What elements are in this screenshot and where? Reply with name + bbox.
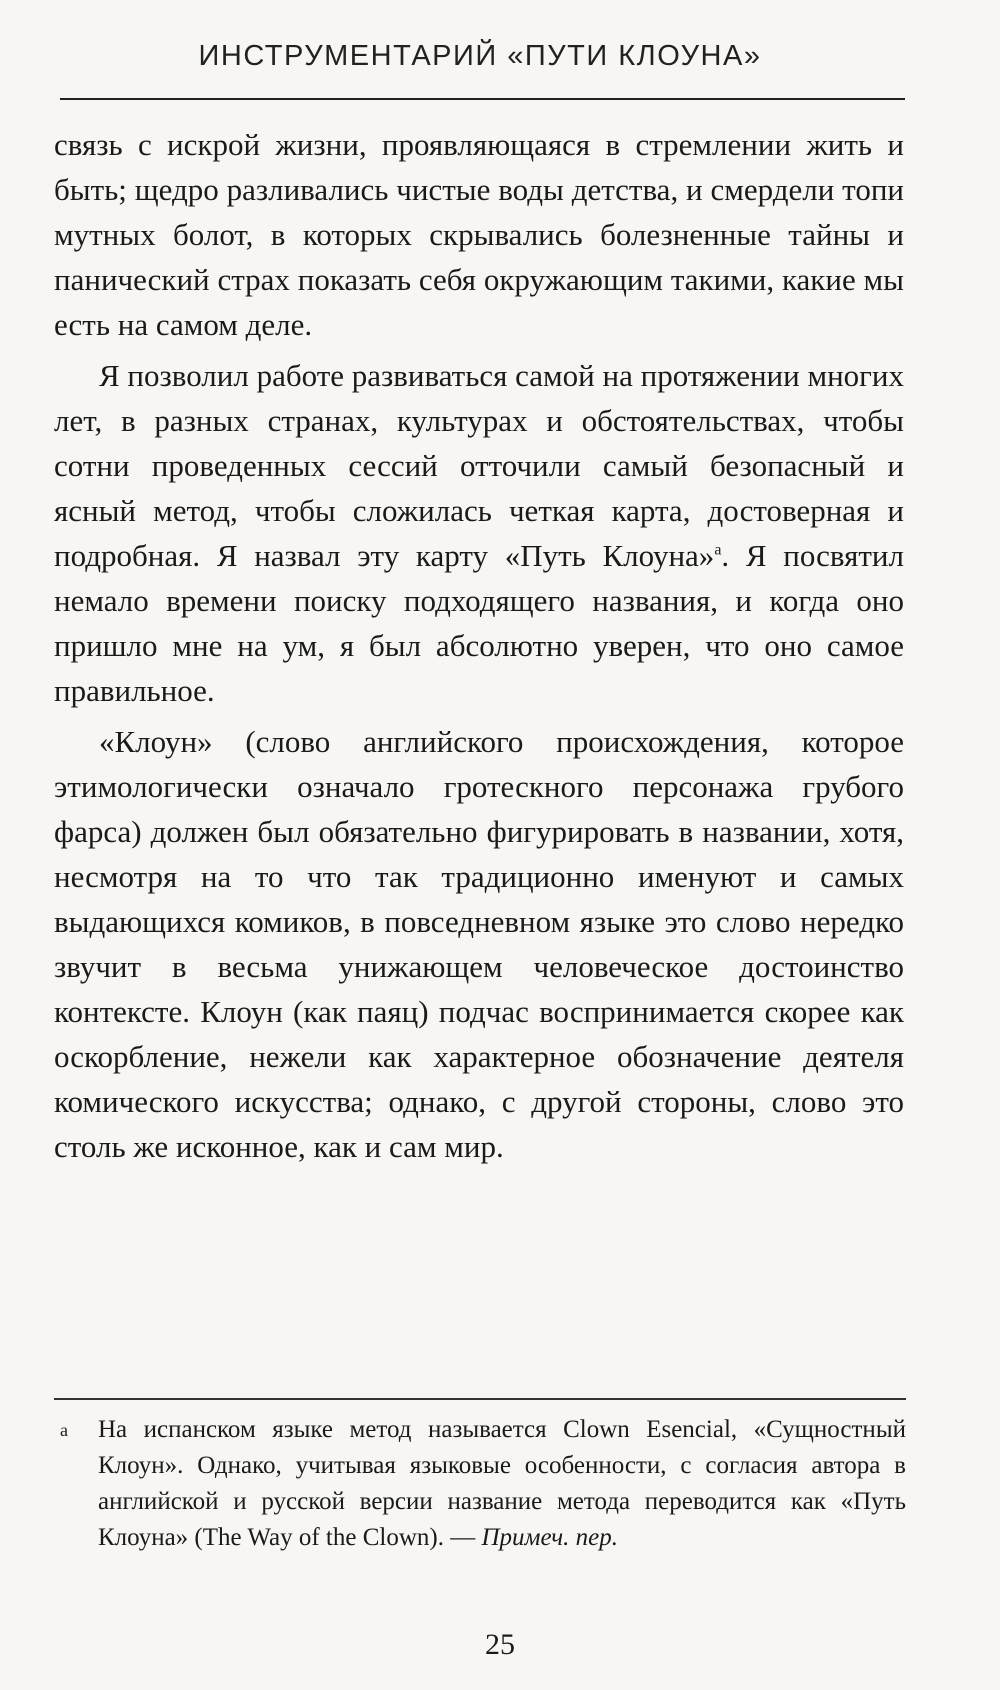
footnote-rule bbox=[54, 1398, 906, 1400]
paragraph-3: «Клоун» (слово английского происхождения, которое этимологически означало гротескного персонажа грубого фарса) должен был обязательно фигурировать в названии, хотя, несмотря на то что так традиционно именуют и самых выдающихся комиков, в повседневном языке это слово нередко звучит в весьма унижающем человеческое достоинство контексте. Клоун (как паяц) подчас воспринимается скорее как оскорбление, нежели как характерное обозначение деятеля комического искусства; однако, с другой стороны, слово это столь же исконное, как и сам мир. bbox=[54, 724, 904, 1164]
body-text bbox=[54, 122, 904, 1169]
footnote-translator-note: Примеч. пер. bbox=[481, 1524, 619, 1551]
paragraph-1: связь с искрой жизни, проявляющаяся в стремлении жить и быть; щедро разливались чистые воды детства, и смердели топи мутных болот, в которых скрывались болезненные тайны и панический страх показать себя окружающим такими, какие мы есть на самом деле. bbox=[54, 127, 904, 342]
footnote-text: На испанском языке метод называется Clown Esencial, «Сущностный Клоун». Однако, учитывая языковые особенности, с согласия автора в английской и русской версии название метода переводится как «Путь Клоуна» (The Way of the Clown). — bbox=[98, 1416, 906, 1551]
footnote-body bbox=[98, 1412, 906, 1556]
footnote-reference[interactable]: а bbox=[714, 541, 722, 559]
header-rule bbox=[60, 98, 905, 100]
page-number: 25 bbox=[485, 1628, 515, 1661]
footnote bbox=[54, 1412, 906, 1556]
running-head: ИНСТРУМЕНТАРИЙ «ПУТИ КЛОУНА» bbox=[198, 40, 762, 72]
footnote-marker: а bbox=[60, 1420, 68, 1440]
paragraph-2-part-2: . Я посвятил немало времени поиску подходящего названия, и когда оно пришло мне на ум, я был абсолютно уверен, что оно самое правильное. bbox=[54, 538, 904, 708]
paragraph-2 bbox=[54, 353, 904, 713]
paragraph-2-part-1: Я позволил работе развиваться самой на протяжении многих лет, в разных странах, культурах и обстоятельствах, чтобы сотни проведенных сессий отточили самый безопасный и ясный метод, чтобы сложилась четкая карта, достоверная и подробная. Я назвал эту карту «Путь Клоуна» bbox=[54, 358, 904, 573]
